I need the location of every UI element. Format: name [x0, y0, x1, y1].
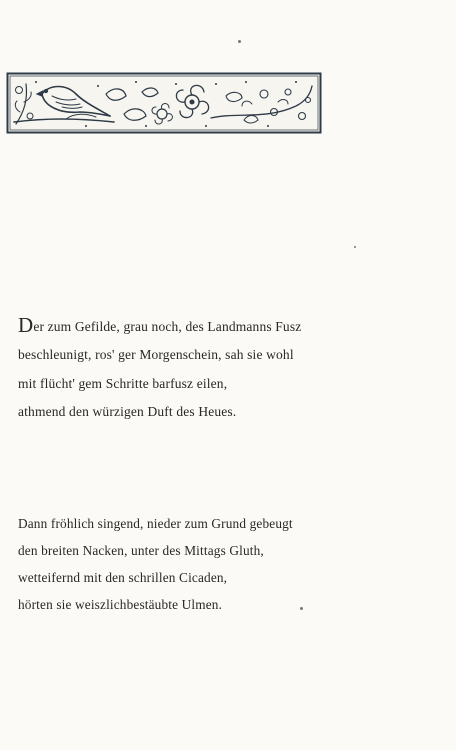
poem-line: athmend den würzigen Duft des Heues. [18, 404, 237, 420]
poem-line: mit flücht' gem Schritte barfusz eilen, [18, 375, 228, 391]
poem-line: hörten sie weiszlichbestäubte Ulmen. [18, 597, 223, 612]
stanza [18, 313, 301, 427]
poem-line: den breiten Nacken, unter des Mittags Gluth, [18, 543, 264, 558]
poem-line: Der zum Gefilde, grau noch, des Landmanns Fusz [18, 313, 302, 337]
poem-line: wetteifernd mit den schrillen Cicaden, [18, 570, 228, 585]
drop-cap: D [18, 313, 34, 337]
bird-and-flowers-vignette-icon [6, 72, 322, 134]
paper-speck [354, 246, 356, 248]
stanza [18, 510, 293, 618]
poem-line: beschleunigt, ros' ger Morgenschein, sah sie wohl [18, 347, 294, 363]
paper-speck [238, 40, 241, 43]
poem-line: Dann fröhlich singend, nieder zum Grund gebeugt [18, 516, 293, 531]
paper-speck [300, 607, 303, 610]
